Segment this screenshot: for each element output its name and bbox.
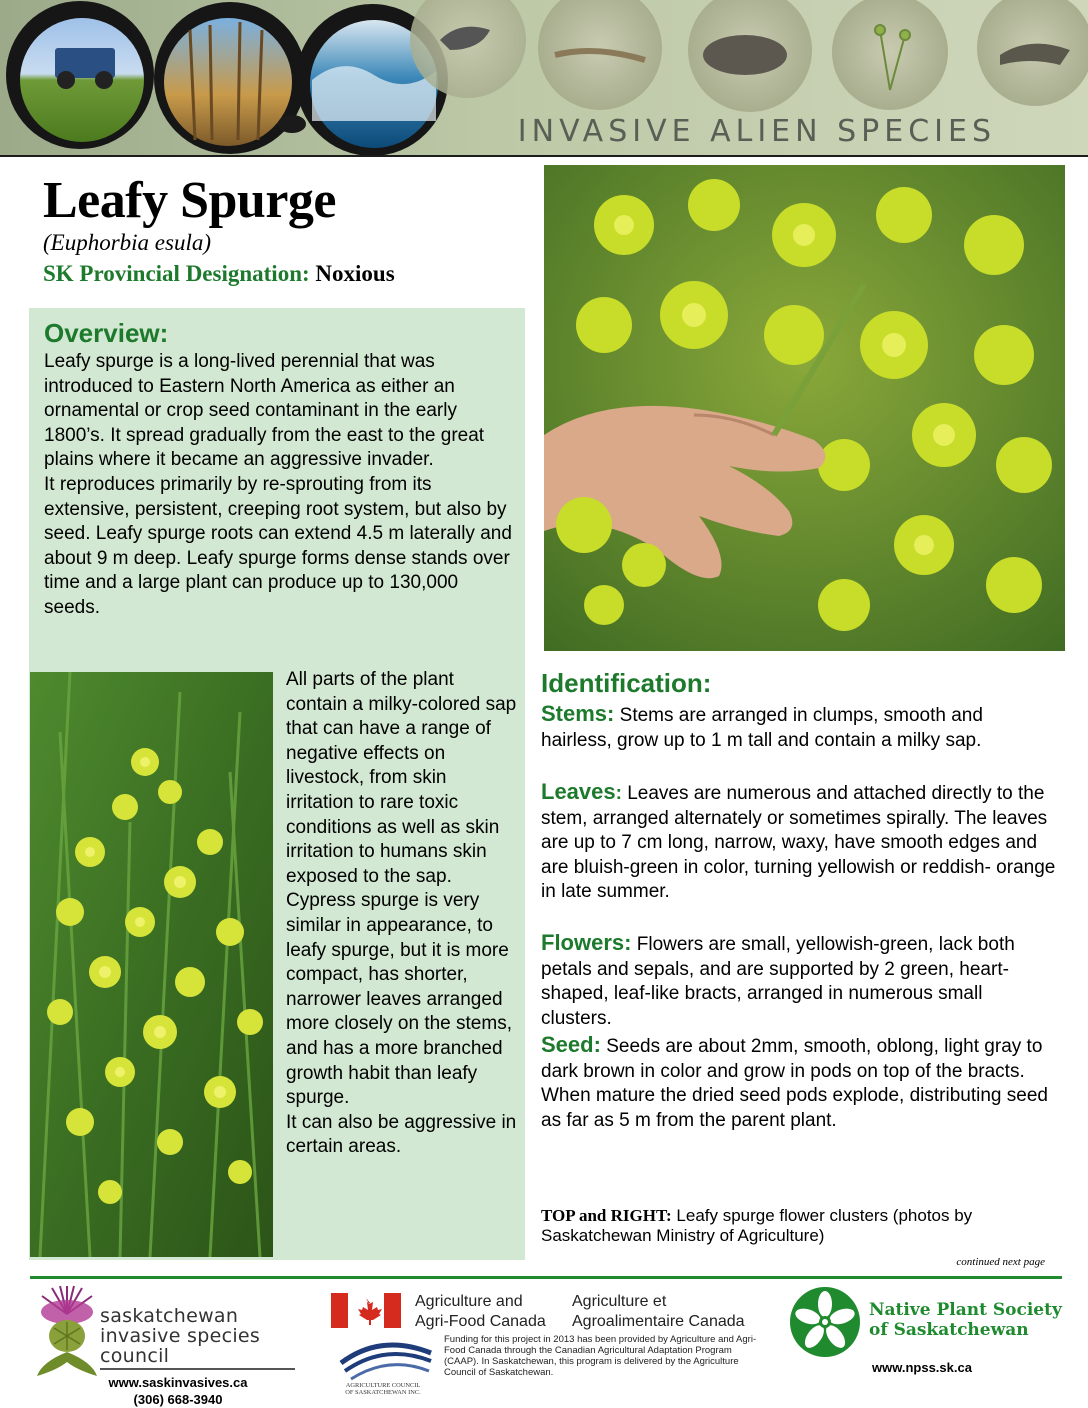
- aafc-en-line: Agri-Food Canada: [415, 1313, 546, 1330]
- aafc-en-line: Agriculture and: [415, 1293, 523, 1310]
- ssic-name-line: invasive species: [100, 1325, 261, 1347]
- sap-paragraph: It can also be aggressive in certain areas.: [286, 1111, 517, 1158]
- identification-flowers: [541, 931, 1056, 1031]
- npss-name-line: of Saskatchewan: [869, 1320, 1029, 1340]
- footer-divider: [30, 1276, 1062, 1279]
- designation-value: Noxious: [315, 261, 395, 286]
- stems-text: Stems are arranged in clumps, smooth and hairless, grow up to 1 m tall and contain a milky sap.: [541, 705, 983, 751]
- sap-paragraph: Cypress spurge is very similar in appearance, to leafy spurge, but it is more compact, has shorter, narrower leaves arranged more closely on the stems, and has a more branched growth habit than leafy spurge.: [286, 890, 512, 1109]
- banner-title: INVASIVE ALIEN SPECIES: [517, 114, 996, 149]
- ssic-divider: [100, 1368, 295, 1370]
- aafc-fr-line: Agroalimentaire Canada: [572, 1313, 745, 1330]
- identification-seed: [541, 1033, 1056, 1133]
- sap-paragraph: All parts of the plant contain a milky-colored sap that can have a range of negative effects on livestock, from skin irritation to rare toxic conditions as well as skin irritation to humans skin exposed to the sap.: [286, 669, 517, 887]
- ssic-name: [100, 1306, 260, 1366]
- npss-website-link[interactable]: www.npss.sk.ca: [872, 1360, 972, 1375]
- ssic-phone: (306) 668-3940: [133, 1392, 223, 1407]
- leaves-term: Leaves: [541, 779, 616, 804]
- leaves-term-colon: :: [615, 783, 622, 804]
- scientific-name: (Euphorbia esula): [43, 230, 212, 255]
- overview-text: [44, 350, 516, 621]
- npss-name: [869, 1300, 1062, 1340]
- thistle-logo-icon: [32, 1284, 102, 1378]
- caption-lead: TOP and RIGHT:: [541, 1206, 672, 1225]
- ssic-name-line: saskatchewan: [100, 1305, 239, 1327]
- aafc-fr-line: Agriculture et: [572, 1293, 667, 1310]
- overview-paragraph: It reproduces primarily by re-sprouting from its extensive, persistent, creeping root system, but also by seed. Leafy spurge roots can extend 4.5 m laterally and about 9 m deep. Leafy spurge forms dense stands over time and a large plant can produce up to 130,000 seeds.: [44, 473, 512, 618]
- npss-logo-icon: [789, 1286, 861, 1358]
- agriculture-council-logo-icon: [331, 1333, 436, 1395]
- flower-cluster-photo: [544, 165, 1065, 651]
- funding-statement: Funding for this project in 2013 has been provided by Agriculture and Agri-Food Canada through the Canadian Agricultural Adaptation Program (CAAP). In Saskatchewan, this program is delivered by the Agriculture Council of Saskatchewan.: [444, 1334, 757, 1378]
- overview-heading: Overview:: [44, 318, 169, 348]
- aafc-name-french: [572, 1292, 745, 1332]
- identification-stems: [541, 702, 1056, 753]
- seed-text: Seeds are about 2mm, smooth, oblong, light gray to dark brown in color and grow in pods on top of the bracts. When mature the dried seed pods explode, distributing seed as far as 5 m from the parent plant.: [541, 1036, 1048, 1131]
- header-banner: [0, 0, 1088, 157]
- photo-caption: [541, 1206, 1061, 1246]
- leaves-text: Leaves are numerous and attached directly to the stem, arranged alternately or sometimes spirally. The leaves are up to 7 cm long, narrow, waxy, have smooth edges and are bluish-green in color, turning yellowish or reddish- orange in late summer.: [541, 783, 1056, 903]
- acs-name-line: AGRICULTURE COUNCIL: [345, 1382, 421, 1389]
- page-title: Leafy Spurge: [43, 172, 336, 229]
- canada-flag-icon: [331, 1293, 401, 1328]
- continued-next-page: continued next page: [956, 1256, 1045, 1268]
- ssic-name-line: council: [100, 1345, 170, 1367]
- flowers-term: Flowers:: [541, 930, 632, 955]
- seed-term: Seed:: [541, 1032, 601, 1057]
- flowers-text: Flowers are small, yellowish-green, lack both petals and sepals, and are supported by 2 green, heart-shaped, leaf-like bracts, arranged in numerous small clusters.: [541, 934, 1015, 1029]
- provincial-designation: [43, 261, 395, 287]
- ssic-website-link[interactable]: www.saskinvasives.ca: [108, 1375, 248, 1390]
- leafy-spurge-plant-photo: [30, 672, 273, 1257]
- caption-text: Leafy spurge flower clusters (photos by Saskatchewan Ministry of Agriculture): [541, 1206, 973, 1245]
- ssic-contact: [100, 1374, 256, 1408]
- stems-term: Stems:: [541, 701, 615, 726]
- sap-text: [286, 668, 518, 1160]
- acs-name-line: OF SASKATCHEWAN INC.: [345, 1389, 421, 1395]
- npss-name-line: Native Plant Society: [869, 1300, 1062, 1320]
- overview-paragraph: Leafy spurge is a long-lived perennial that was introduced to Eastern North America as either an ornamental or crop seed contaminant in the early 1800’s. It spread gradually from the east to the great plains where it became an aggressive invader.: [44, 351, 485, 471]
- identification-heading: Identification:: [541, 668, 712, 698]
- identification-leaves: [541, 780, 1056, 905]
- aafc-name-english: [415, 1292, 546, 1332]
- designation-label: SK Provincial Designation:: [43, 261, 310, 286]
